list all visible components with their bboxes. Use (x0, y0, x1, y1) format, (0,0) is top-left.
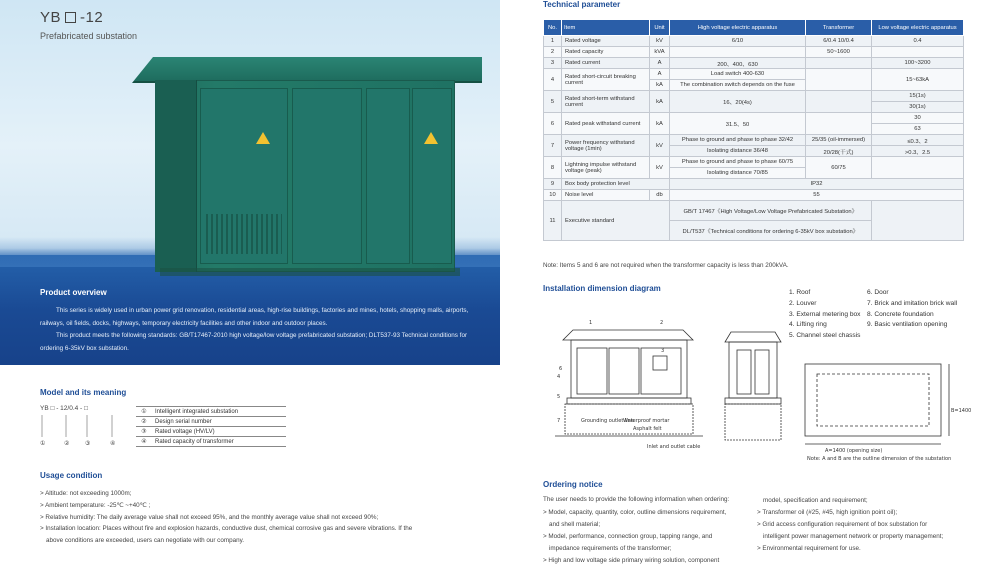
code-marker: ② (64, 440, 70, 447)
list-item: intelligent power management network or property management; (763, 533, 944, 540)
ordering-intro: The user needs to provide the following information when ordering: (543, 496, 730, 503)
callout-label: 4 (557, 374, 561, 380)
table-row: 11 Executive standard GB/T 17467《High Voltage/Low Voltage Prefabricated Substation》 (544, 201, 964, 221)
list-item: model, specification and requirement; (763, 497, 868, 504)
table-header-row: No. Item Unit High voltage electric apparatus Transformer Low voltage electric apparatus (544, 20, 964, 36)
callout-label: 6 (559, 366, 563, 372)
usage-heading: Usage condition (40, 471, 103, 480)
diagram-label: Waterproof mortar (623, 418, 670, 424)
callout-label: 2 (660, 320, 664, 326)
model-code: YB □ - 12/0.4 - □ (40, 405, 88, 412)
substation-door-middle (292, 88, 362, 264)
list-item: > Environmental requirement for use. (757, 545, 861, 552)
overview-heading: Product overview (40, 288, 107, 297)
callout-label: 7 (557, 418, 561, 424)
model-prefix: YB (40, 9, 62, 26)
tech-note: Note: Items 5 and 6 are not required when the transformer capacity is less than 200kVA. (543, 262, 789, 269)
ordering-list-1 (543, 507, 748, 567)
diagram-label: Grounding outlet line (581, 418, 634, 424)
table-row: ② Design serial number (136, 417, 286, 427)
table-row: DL/T537《Technical conditions for ordering 6-35kV box substation》 (544, 221, 964, 241)
table-row: 4 Rated short-circuit breaking current A Load switch 400-630 15~63kA (544, 69, 964, 80)
substation-base (160, 268, 460, 276)
table-row: Isolating distance 70/85 (544, 168, 964, 179)
list-item: 2. Louver (789, 299, 817, 307)
table-row: 63 (544, 124, 964, 135)
table-row: 3 Rated current A 200、400、630 100~3200 (544, 58, 964, 69)
list-item: > Installation location: Places without fire and explosion hazards, conductive dust, chemical corrosive gas and severe vibrations. If the (40, 525, 413, 533)
model-suffix: -12 (80, 9, 104, 26)
list-item: > Model, performance, connection group, tapping range, and (543, 533, 713, 540)
table-row: 8 Lightning impulse withstand voltage (peak) kV Phase to ground and phase to phase 60/75 60/75 (544, 157, 964, 168)
table-row: ③ Rated voltage (HV/LV) (136, 427, 286, 437)
product-hero (0, 0, 500, 365)
left-page (0, 0, 500, 560)
warning-sign-icon (424, 132, 438, 144)
table-row: 9 Box body protection level IP32 (544, 179, 964, 190)
diagram-label: Asphalt felt (633, 426, 662, 432)
table-row: 6 Rated peak withstand current kA 31.5、50 30 (544, 113, 964, 124)
table-row: 5 Rated short-term withstand current kA 16、20(4s) 15(1s) (544, 91, 964, 102)
tech-table (543, 19, 964, 241)
right-page (500, 0, 1000, 564)
list-item: > Relative humidity: The daily average value shall not exceed 95%, and the monthly average value shall not exceed 90%; (40, 513, 379, 521)
meaning-heading: Model and its meaning (40, 388, 127, 397)
callout-label: 5 (557, 394, 561, 400)
diagram-label: A=1400 (opening size) (825, 448, 883, 454)
table-row: kA The combination switch depends on the fuse (544, 80, 964, 91)
table-row: Isolating distance 36/48 20/28(干式) >0.3、2.5 (544, 146, 964, 157)
list-item: and shell material; (549, 521, 601, 528)
code-marker: ① (40, 440, 46, 447)
install-diagram (543, 312, 972, 462)
callout-label: 3 (661, 348, 665, 354)
ordering-list-2 (757, 495, 962, 555)
list-item: > High and low voltage side primary wiring solution, component (543, 557, 720, 564)
meaning-table (136, 406, 286, 447)
table-row: 2 Rated capacity kVA 50~1600 (544, 47, 964, 58)
substation-door-right-a (366, 88, 410, 264)
substation-side (155, 80, 197, 272)
ordering-heading: Ordering notice (543, 480, 603, 489)
substation-door-right-b (412, 88, 452, 264)
overview-text (40, 305, 470, 355)
code-marker: ④ (110, 440, 116, 447)
tech-heading: Technical parameter (543, 0, 621, 9)
callout-label: 1 (589, 320, 593, 326)
model-code-diagram (40, 413, 140, 453)
list-item: > Altitude: not exceeding 1000m; (40, 490, 132, 497)
list-item: impedance requirements of the transformer; (549, 545, 672, 552)
table-row: 30(1s) (544, 102, 964, 113)
list-item: 6. Door (867, 289, 889, 296)
table-row: 10 Noise level db 55 (544, 190, 964, 201)
code-marker: ③ (85, 440, 91, 447)
overview-paragraph: This product meets the following standards: GB/T17467-2010 high voltage/low voltage prefabricated substation; DLT537-93 Technical conditions for ordering 6-35kV box substation. (40, 332, 468, 352)
list-item: 7. Brick and imitation brick wall (867, 299, 958, 307)
warning-sign-icon (256, 132, 270, 144)
diagram-label: Note: A and B are the outline dimension of the substation (807, 456, 952, 462)
list-item: 9. Basic ventilation opening (867, 321, 948, 329)
table-row: ④ Rated capacity of transformer (136, 437, 286, 447)
list-item: > Model, capacity, quantity, color, outline dimensions requirement, (543, 509, 727, 516)
overview-paragraph: This series is widely used in urban power grid renovation, residential areas, high-rise buildings, factories and mines, hotels, shopping malls, airports, railways, oil fields, docks, highways, temporary electricity facilities and other indoor and outdoor places. (40, 307, 469, 327)
table-row: ① Intelligent integrated substation (136, 407, 286, 417)
list-item: above conditions are exceeded, users can negotiate with our company. (46, 537, 245, 545)
table-row: 1 Rated voltage kV 6/10 6/0.4 10/0.4 0.4 (544, 36, 964, 47)
model-subtitle: Prefabricated substation (40, 31, 138, 41)
list-item: 4. Lifting ring (789, 321, 827, 329)
model-title (40, 9, 103, 26)
list-item: 5. Channel steel chassis (789, 332, 861, 340)
table-row: 7 Power frequency withstand voltage (1min) kV Phase to ground and phase to phase 32/42 25/35 (oil-immersed) ≤0.3、2 (544, 135, 964, 146)
diagram-label: Inlet and outlet cable (647, 444, 701, 450)
list-item: 8. Concrete foundation (867, 310, 934, 318)
list-item: > Grid access configuration requirement of box substation for (757, 521, 928, 528)
usage-list (40, 488, 470, 547)
list-item: > Ambient temperature: -25℃ ~+40℃ ; (40, 501, 151, 509)
vent-grille (206, 214, 282, 254)
install-heading: Installation dimension diagram (543, 284, 661, 293)
diagram-label: B=1400 (951, 408, 972, 414)
list-item: 3. External metering box (789, 310, 861, 318)
list-item: > Transformer oil (#25, #45, high ignition point oil); (757, 509, 898, 516)
model-placeholder-box (65, 12, 76, 23)
list-item: 1. Roof (789, 289, 811, 296)
